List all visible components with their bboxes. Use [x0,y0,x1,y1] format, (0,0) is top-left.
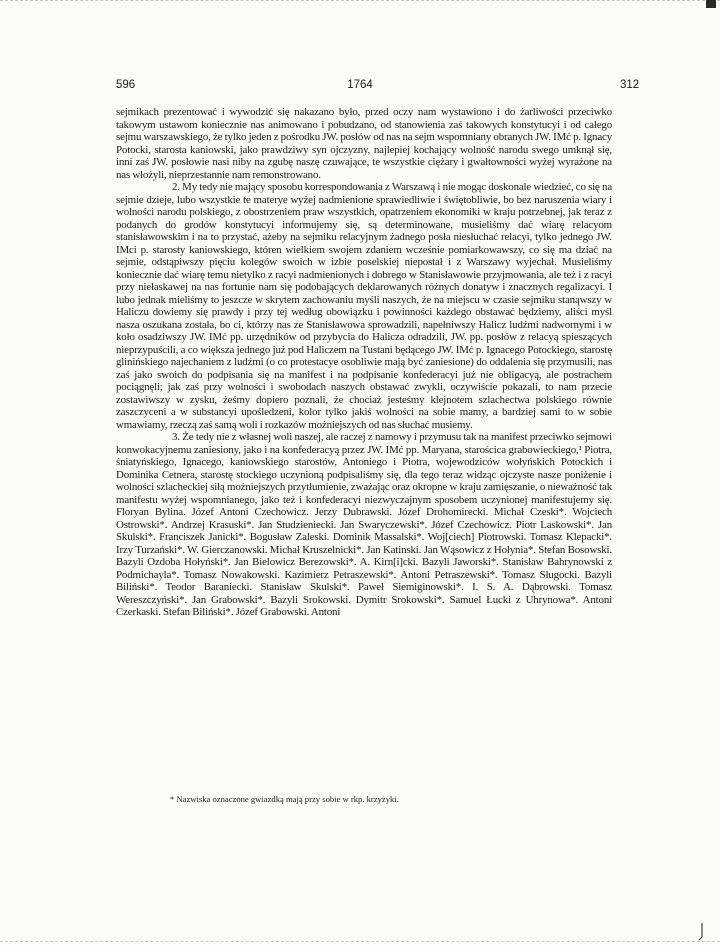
scan-edge-top [0,0,720,7]
running-head-year: 1764 [347,79,373,91]
scan-bottom-mark [698,923,706,941]
footnote: * Nazwiska oznaczone gwiazdką mają przy sobie w rkp. krzyżyki. [170,794,399,804]
scan-edge-bottom [0,939,720,942]
paragraph-3: 3. Że tedy nie z własnej woli naszej, ale raczej z namowy i przymusu tak na manifest przeciwko sejmowi konwokacyjnemu zaniesiony, jako i na konfederacyą przez JW. IMć pp. Maryana, starościca grabowieckiego,¹ Piotra, śniatyńskiego, Ignacego, kaniowskiego starostów, Antoniego i Piotra, wojewodziców wołyńskich Potockich i Dominika Cetnera, starostę stockiego uczynioną podpisaliśmy się, dla tego teraz widząc ojczyste nasze poniżenie i wolności szlacheckiej siłą możniejszych przytłumienie, zważając oraz okropne w kraju zamięszanie, o nieważność tak manifestu wyżej wspomnianego, jako też i konfederacyi niezwyczajnym sposobem uczynionej manifestujemy się. Floryan Bylina. Józef Antoni Czechowicz. Jerzy Dubrawski. Józef Drohomirecki. Michał Czeski*. Wojciech Ostrowski*. Andrzej Krasuski*. Jan Studzieniecki. Jan Swaryczewski*. Józef Czechowicz. Piotr Laskowski*. Jan Skulski*. Franciszek Janicki*. Bogusław Zaleski. Dominik Massalski*. Woj[ciech] Piotrowski. Tomasz Klepacki*. Irzy Turzański*. W. Gierczanowski. Michał Kruszelnicki*. Jan Katinski. Jan Wąsowicz z Hołynia*. Stefan Bosowski. Bazyli Ozdoba Hołyński*. Jan Bielowicz Berezowski*. A. Kirn[i]cki. Bazyli Jaworski*. Stanisław Bahrynowski z Podmichayla*. Tomasz Nowakowski. Kazimierz Petraszewski*. Antoni Petraszewski*. Tomasz Sługocki. Bazyli Biliński*. Teodor Baraniecki. Stanisław Skulski*. Paweł Siemiginowski*. I. S. A. Dąbrowski. Tomasz Wereszczyński*. Jan Grabowski*. Bazyli Srokowski. Dymitr Srokowski*. Samuel Łucki z Uhrynowa*. Antoni Czerkaski. Stefan Biliński*. Józef Grabowski. Antoni [116,431,612,618]
scan-corner-mark [704,0,718,10]
body-text [116,106,612,619]
paragraph-1: sejmikach prezentować i wywodzić się nakazano było, przed oczy nam wystawiono i do żarliwości przeciwko takowym ustawom koniecznie nas animowano i pobudzano, od stanowienia zaś takowych konstytucyi i od całego sejmu warszawskiego, że tylko jeden z pośrodku JW. posłów od nas na sejm wspomniany obranych JW. IMć p. Ignacy Potocki, starosta kaniowski, jako prawdziwy syn ojczyzny, najlepiej kochający wolność narodu swego umknął się, inni zaś JW. posłowie nasi niby na zgubę naszę czuwające, te wszystkie ciężary i gwałtowności wyżej wyrażone na nas włożyli, nieprzestannie nam remonstrowano. [116,106,612,181]
document-number: 312 [620,79,640,91]
paragraph-2: 2. My tedy nie mający sposobu korrespondowania z Warszawą i nie mogąc doskonale wiedzieć, co się na sejmie dzieje, lubo wszystkie te materye wyżej nadmienione sprawiedliwie i świętobliwie, bo bez naruszenia wiary i wolności narodu polskiego, z obostrzeniem praw wszystkich, opatrzeniem ekonomiki w kraju potrzebnej, jak teraz z podanych do grodów konstytucyi informujemy się, są determinowane, musieliśmy dać wiarę relacyom stanisławowskim i na to przystać, ażeby na sejmiku relacyjnym żadnego posła niesłuchać relacyi, tylko jednego JW. IMci p. starosty kaniowskiego, któren wielkiem swojem zdaniem wcześnie pomiarkowawszy, co się ma dziać na sejmie, odstąpiwszy pięciu kolegów swoich w izbie poselskiej niepostał i z Warszawy wyjechał. Musieliśmy koniecznie dać wiarę temu nietylko z racyi nadmienionych i dobrego w Stanisławowie przyjmowania, ale też i z racyi przy niełaskawej na nas fortunie nam się podobających deklarowanych różnych donatyw i znacznych regalizacyi. I lubo jednak mieliśmy to jeszcze w skrytem zachowaniu myśli naszych, że na miejscu w czasie sejmiku stanąwszy w Haliczu dowiemy się prawdy i przy tej według obowiązku i powinności każdego obstawać będziemy, aliści myśl nasza oszukana została, bo ci, którzy nas ze Stanisławowa sprowadzili, napełniwszy Halicz ludźmi nadwornymi i w koło osadziwszy JW. IMć pp. urzędników od przybycia do Halicza odradzili, JW. pp. posłów z relacyą spieszących nieprzypuścili, a co większa jednego już pod Haliczem na Tustani będącego JW. IMć p. Ignacego Potockiego, starostę glinińskiego najechaniem z ludźmi (o co protestacye osobliwie mają być zaniesione) do oddalenia się przymusili, nas zaś jako swoich do podpisania się na manifest i na podpisanie konfederacyi już nie obligacyą, ale postrachem pociągnęli; jak zaś przy wolności i swobodach naszych obstawać zwykli, oczywiście pokazali, to nam przecie zostawiwszy w zysku, żeśmy dopiero poznali, że chociaż jesteśmy klejnotem szlachectwa polskiego równie zaszczyceni a w substancyi upośledzeni, kolor tylko jakiś wolności na sobie mamy, a bardziej sami to w sobie wmawiamy, rzeczą zaś samą woli i rozkazów możniejszych od nas słuchać musiemy. [116,181,612,431]
page-number: 596 [116,79,136,91]
